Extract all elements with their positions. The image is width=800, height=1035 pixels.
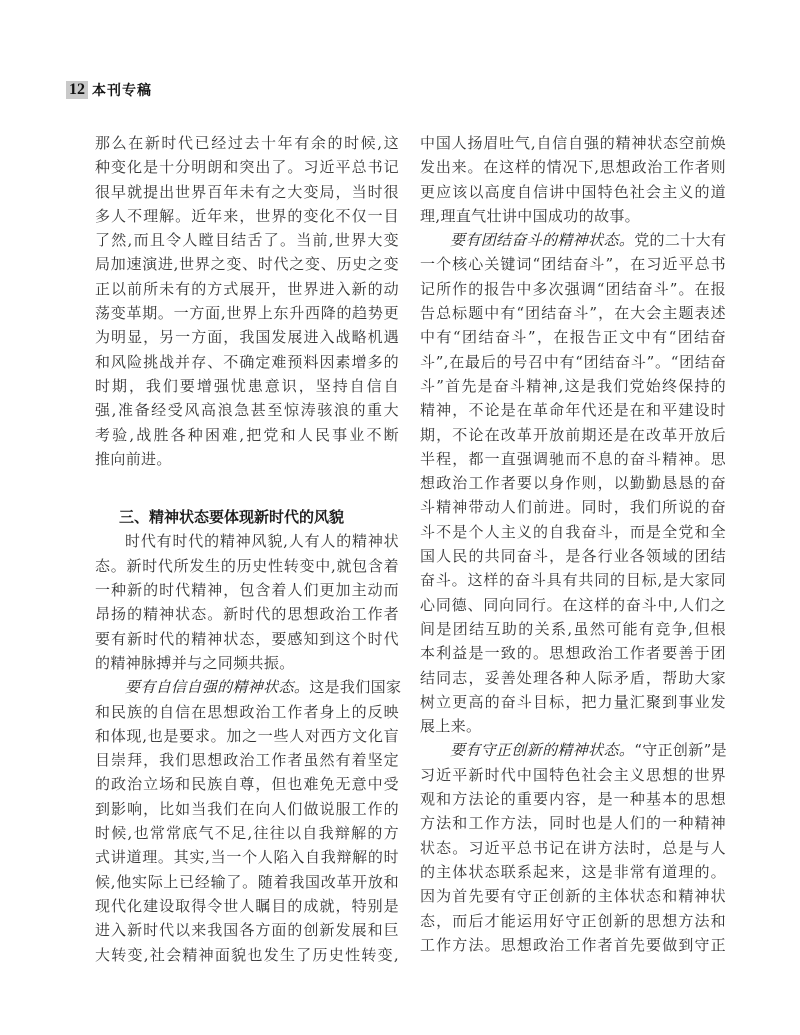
text-line: 强,准备经受风高浪急甚至惊涛骇浪的重大 (95, 401, 399, 420)
text-line: 中国人扬眉吐气,自信自强的精神状态空前焕 (420, 134, 726, 152)
section-label: 本刊专稿 (92, 83, 152, 99)
text-line: 正以前所未有的方式展开，世界进入新的动 (95, 279, 399, 298)
text-line: 现代化建设取得令世人瞩目的成就，特别是 (95, 896, 399, 915)
text-line: 发出来。在这样的情况下,思想政治工作者则 (420, 158, 726, 177)
text-line: 斗精神带动人们前进。同时，我们所说的奋 (420, 498, 726, 517)
text-line: 考验,战胜各种困难,把党和人民事业不断 (95, 425, 399, 444)
paragraph (420, 252, 726, 738)
text-line: 式讲道理。其实,当一个人陷入自我辩解的时 (95, 848, 399, 867)
text-line: 奋斗。这样的奋斗具有共同的目标,是大家同 (420, 571, 726, 590)
paragraph-lead: 要有守正创新的精神状态。 (450, 741, 635, 760)
text-line: 斗”,在最后的号召中有“团结奋斗”。“团结奋 (420, 352, 726, 371)
text-line: 候,他实际上已经输了。随着我国改革开放和 (95, 872, 399, 891)
text-line: 大转变,社会精神面貌也发生了历史性转变, (95, 945, 399, 964)
text-line: 时期，我们要增强忧患意识，坚持自信自 (95, 376, 399, 395)
text-line: 观和方法论的重要内容，是一种基本的思想 (420, 790, 726, 809)
paragraph (95, 700, 399, 967)
text-line: 精神，不论是在革命年代还是在和平建设时 (420, 401, 726, 420)
text-line: 昂扬的精神状态。新时代的思想政治工作者 (95, 605, 399, 624)
text-line: 种变化是十分明朗和突出了。习近平总书记 (95, 158, 399, 177)
text-line: 方法和工作方法，同时也是人们的一种精神 (420, 814, 726, 833)
paragraph (95, 529, 399, 675)
paragraph (420, 763, 726, 957)
text-line: 心同德、同向同行。在这样的奋斗中,人们之 (420, 595, 726, 614)
text-line: 因为首先要有守正创新的主体状态和精神状 (420, 887, 726, 906)
text-line: 工作方法。思想政治工作者首先要做到守正 (420, 935, 726, 954)
text-line: 目崇拜，我们思想政治工作者虽然有着坚定 (95, 751, 399, 770)
section-gap (95, 471, 399, 505)
right-column (420, 131, 726, 957)
text-line: 告总标题中有“团结奋斗”，在大会主题表述 (420, 304, 726, 323)
text-line: 记所作的报告中多次强调“团结奋斗”。在报 (420, 279, 726, 298)
text-line: 和风险挑战并存、不确定难预料因素增多的 (95, 352, 399, 371)
text-line: 时代有时代的精神风貌,人有人的精神状 (125, 532, 399, 551)
text-line: 为明显，另一方面，我国发展进入战略机遇 (95, 328, 399, 347)
paragraph-lead: 要有团结奋斗的精神状态。 (450, 231, 635, 250)
text-line: 推向前进。 (95, 449, 172, 468)
text-line: 那么在新时代已经过去十年有余的时候,这 (95, 134, 399, 152)
text-line: 一种新的时代精神，包含着人们更加主动而 (95, 581, 399, 600)
paragraph (420, 131, 726, 228)
text-line: 期，不论在改革开放前期还是在改革开放后 (420, 425, 726, 444)
paragraph-lead: 要有自信自强的精神状态。 (125, 678, 310, 697)
text-line: 和体现,也是要求。加之一些人对西方文化盲 (95, 726, 399, 745)
text-line: 的精神脉搏并与之同频共振。 (95, 653, 295, 672)
text-line: 要有新时代的精神状态，要感知到这个时代 (95, 629, 399, 648)
paragraph (95, 131, 399, 471)
text-line: 多人不理解。近年来，世界的变化不仅一目 (95, 206, 399, 225)
text-line: 斗”首先是奋斗精神,这是我们党始终保持的 (420, 376, 726, 395)
text-line: 斗不是个人主义的自我奋斗，而是全党和全 (420, 522, 726, 541)
text-line: 的政治立场和民族自尊，但也难免无意中受 (95, 775, 399, 794)
text-line: 树立更高的奋斗目标，把力量汇聚到事业发 (420, 692, 726, 711)
text-line: 间是团结互助的关系,虽然可能有竞争,但根 (420, 619, 726, 638)
text-line: 习近平新时代中国特色社会主义思想的世界 (420, 765, 726, 784)
paragraph-lead-line (420, 228, 726, 252)
text-line: 时候,也常常底气不足,往往以自我辩解的方 (95, 824, 399, 843)
paragraph-lead-line (420, 738, 726, 762)
text-line: 态。新时代所发生的历史性转变中,就包含着 (95, 556, 399, 575)
text-line: 局加速演进,世界之变、时代之变、历史之变 (95, 255, 399, 274)
text-run: 党的二十大有 (634, 231, 727, 250)
text-line: 一个核心关键词“团结奋斗”，在习近平总书 (420, 255, 726, 274)
paragraph-lead-line (95, 675, 402, 699)
section-heading: 三、精神状态要体现新时代的风貌 (119, 508, 345, 527)
text-line: 展上来。 (420, 717, 482, 736)
left-column (95, 131, 402, 967)
text-line: 进入新时代以来我国各方面的创新发展和巨 (95, 921, 399, 940)
text-line: 本利益是一致的。思想政治工作者要善于团 (420, 644, 726, 663)
text-line: 了然,而且令人瞠目结舌了。当前,世界大变 (95, 231, 399, 250)
text-line: 荡变革期。一方面,世界上东升西降的趋势更 (95, 304, 399, 323)
text-line: 更应该以高度自信讲中国特色社会主义的道 (420, 182, 726, 201)
text-line: 状态。习近平总书记在讲方法时，总是与人 (420, 838, 726, 857)
text-line: 结同志，妥善处理各种人际矛盾，帮助大家 (420, 668, 726, 687)
text-run: 这是我们国家 (309, 678, 402, 697)
text-line: 国人民的共同奋斗，是各行业各领域的团结 (420, 547, 726, 566)
text-line: 理,理直气壮讲中国成功的故事。 (420, 206, 641, 225)
text-line: 到影响，比如当我们在向人们做说服工作的 (95, 799, 399, 818)
running-header (66, 80, 152, 100)
text-run: “守正创新”是 (634, 741, 727, 760)
text-line: 和民族的自信在思想政治工作者身上的反映 (95, 702, 399, 721)
text-line: 想政治工作者要以身作则，以勤勤恳恳的奋 (420, 474, 726, 493)
text-line: 很早就提出世界百年未有之大变局，当时很 (95, 182, 399, 201)
text-line: 态，而后才能运用好守正创新的思想方法和 (420, 911, 726, 930)
text-line: 中有“团结奋斗”，在报告正文中有“团结奋 (420, 328, 726, 347)
text-line: 的主体状态联系起来，这是非常有道理的。 (420, 862, 726, 881)
text-line: 半程，都一直强调驰而不息的奋斗精神。思 (420, 449, 726, 468)
page-number: 12 (66, 81, 88, 99)
